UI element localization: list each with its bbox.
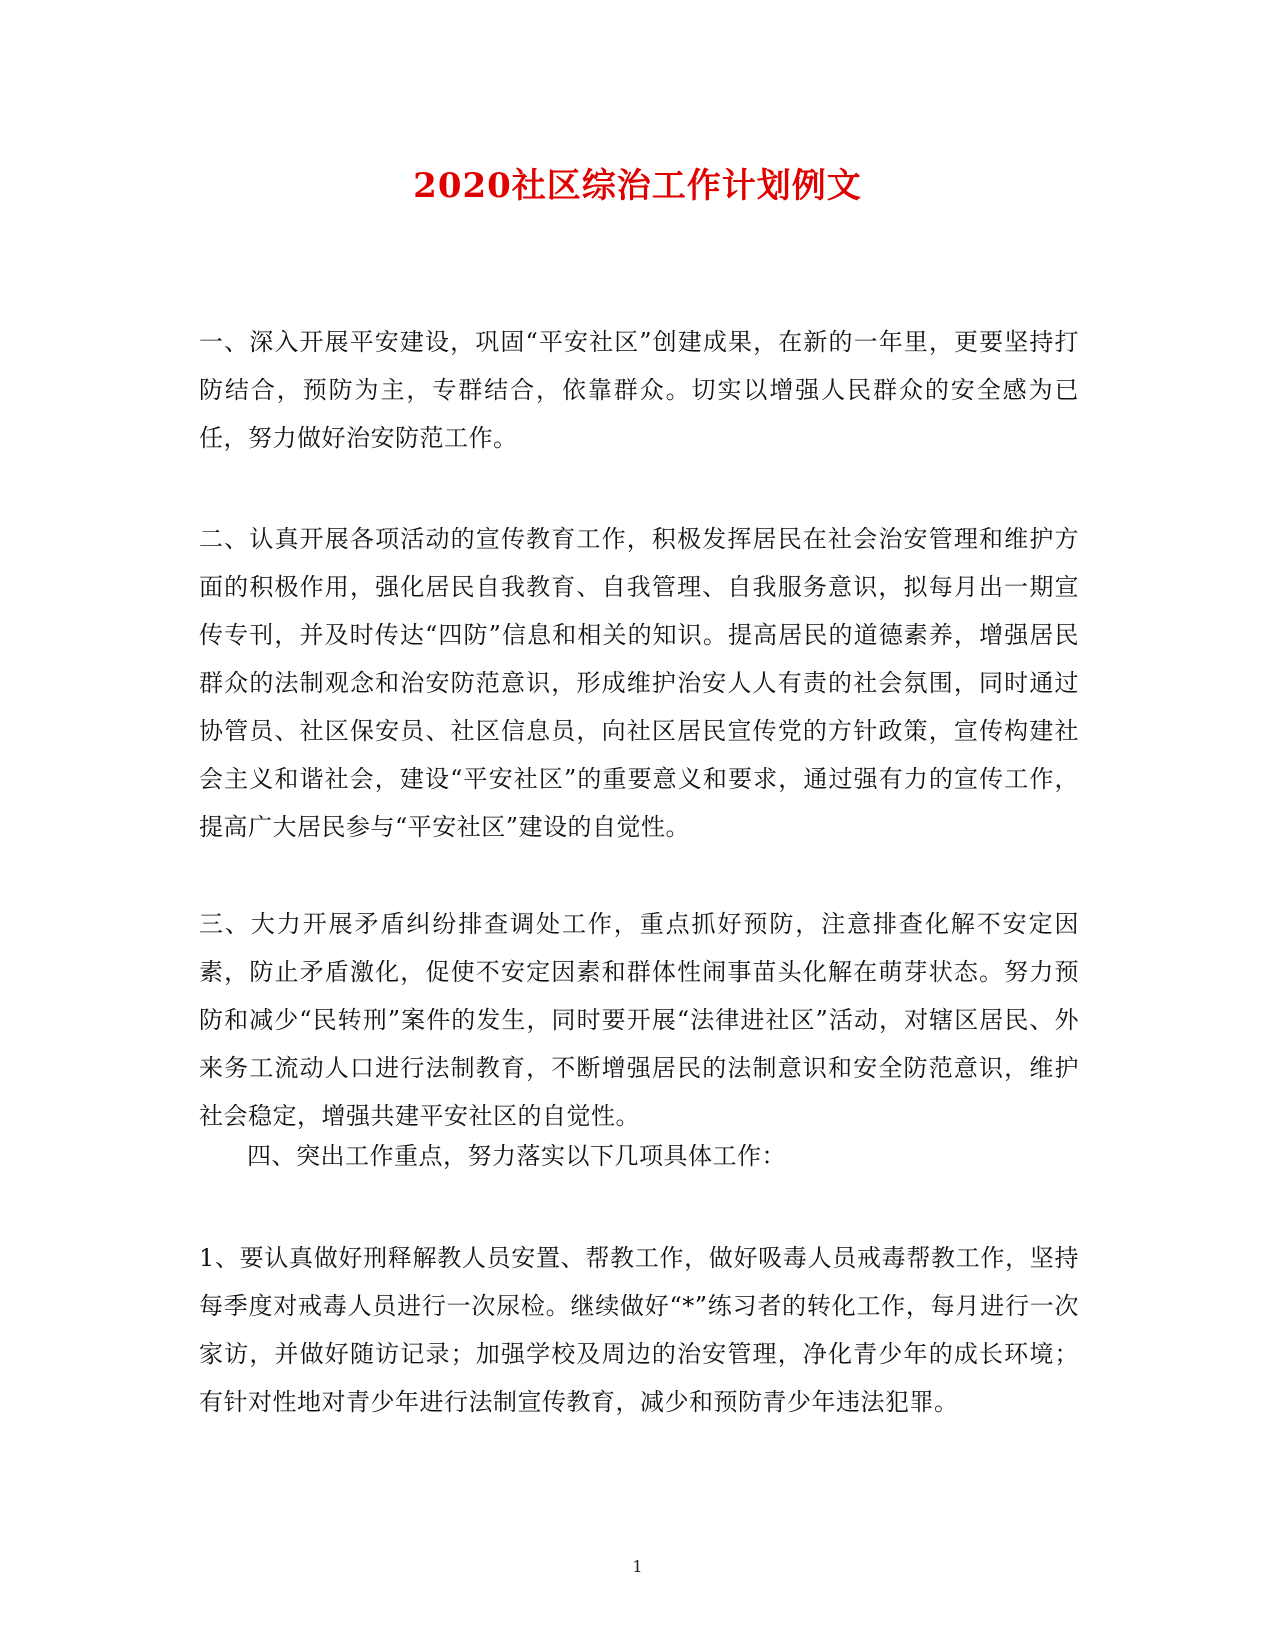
paragraph-4: 四、突出工作重点，努力落实以下几项具体工作： — [247, 1142, 786, 1170]
paragraph-1: 一、深入开展平安建设，巩固“平安社区”创建成果，在新的一年里，更要坚持打防结合，预防为主，专群结合，依靠群众。切实以增强人民群众的安全感为已任，努力做好治安防范工作。 — [199, 328, 1079, 452]
page-number: 1 — [632, 1557, 643, 1576]
document-title: 2020社区综治工作计划例文 — [413, 166, 862, 206]
paragraph-5: 1、要认真做好刑释解教人员安置、帮教工作，做好吸毒人员戒毒帮教工作，坚持每季度对戒毒人员进行一次尿检。继续做好“*”练习者的转化工作，每月进行一次家访，并做好随访记录；加强学校及周边的治安管理，净化青少年的成长环境；有针对性地对青少年进行法制宣传教育，减少和预防青少年违法犯罪。 — [199, 1244, 1079, 1416]
paragraph-2: 二、认真开展各项活动的宣传教育工作，积极发挥居民在社会治安管理和维护方面的积极作用，强化居民自我教育、自我管理、自我服务意识，拟每月出一期宣传专刊，并及时传达“四防”信息和相关的知识。提高居民的道德素养，增强居民群众的法制观念和治安防范意识，形成维护治安人人有责的社会氛围，同时通过协管员、社区保安员、社区信息员，向社区居民宣传党的方针政策，宣传构建社会主义和谐社会，建设“平安社区”的重要意义和要求，通过强有力的宣传工作，提高广大居民参与“平安社区”建设的自觉性。 — [199, 525, 1079, 841]
paragraph-3: 三、大力开展矛盾纠纷排查调处工作，重点抓好预防，注意排查化解不安定因素，防止矛盾激化，促使不安定因素和群体性闹事苗头化解在萌芽状态。努力预防和减少“民转刑”案件的发生，同时要开展“法律进社区”活动，对辖区居民、外来务工流动人口进行法制教育，不断增强居民的法制意识和安全防范意识，维护社会稳定，增强共建平安社区的自觉性。 — [199, 910, 1079, 1130]
